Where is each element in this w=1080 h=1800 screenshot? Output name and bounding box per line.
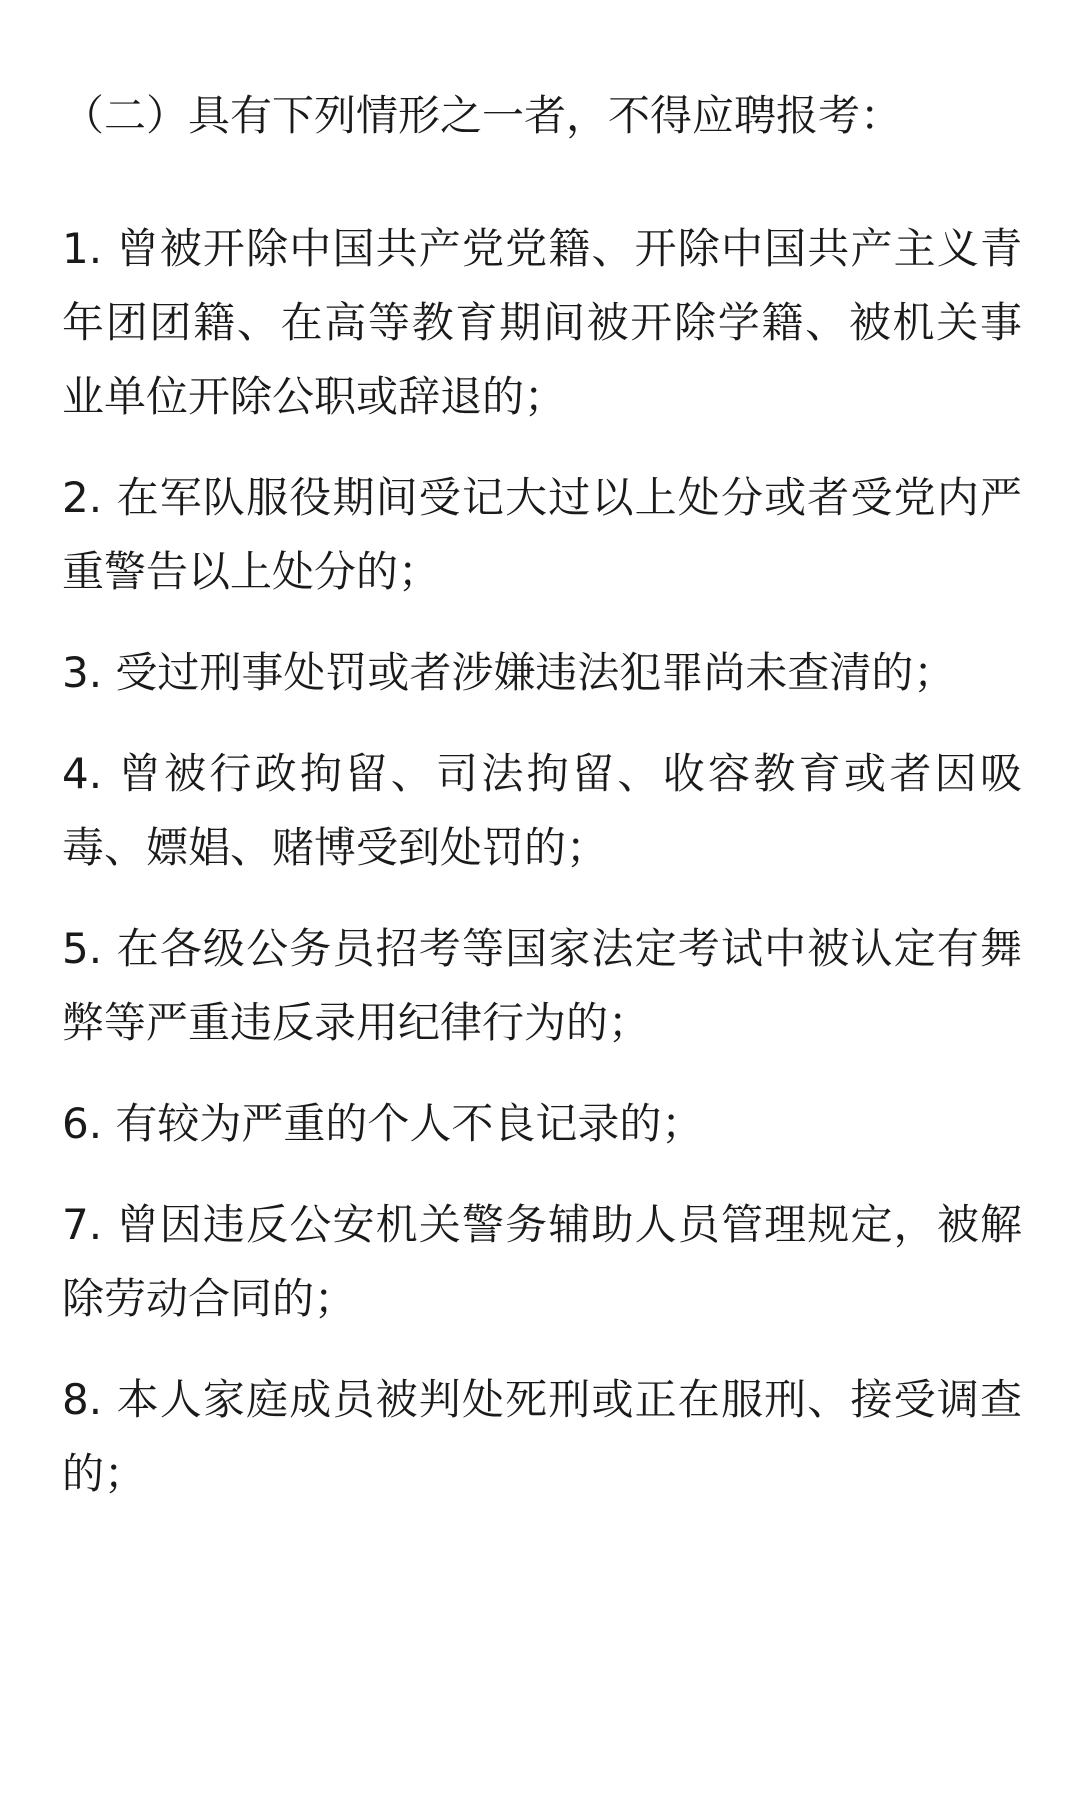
list-item-2: 2. 在军队服役期间受记大过以上处分或者受党内严重警告以上处分的； <box>62 473 1022 596</box>
list-item-6: 6. 有较为严重的个人不良记录的； <box>62 1099 704 1148</box>
list-item-5: 5. 在各级公务员招考等国家法定考试中被认定有舞弊等严重违反录用纪律行为的； <box>62 924 1022 1047</box>
list-item-4: 4. 曾被行政拘留、司法拘留、收容教育或者因吸毒、嫖娼、赌博受到处罚的； <box>62 749 1022 872</box>
list-item-7: 7. 曾因违反公安机关警务辅助人员管理规定，被解除劳动合同的； <box>62 1200 1022 1323</box>
list-item-3: 3. 受过刑事处罚或者涉嫌违法犯罪尚未查清的； <box>62 648 956 697</box>
section-heading: （二）具有下列情形之一者，不得应聘报考： <box>62 91 903 140</box>
list-item-8: 8. 本人家庭成员被判处死刑或正在服刑、接受调查的； <box>62 1375 1022 1498</box>
disqualification-list <box>62 212 1022 1538</box>
list-item-1: 1. 曾被开除中国共产党党籍、开除中国共产主义青年团团籍、在高等教育期间被开除学籍、被机关事业单位开除公职或辞退的； <box>62 224 1022 421</box>
